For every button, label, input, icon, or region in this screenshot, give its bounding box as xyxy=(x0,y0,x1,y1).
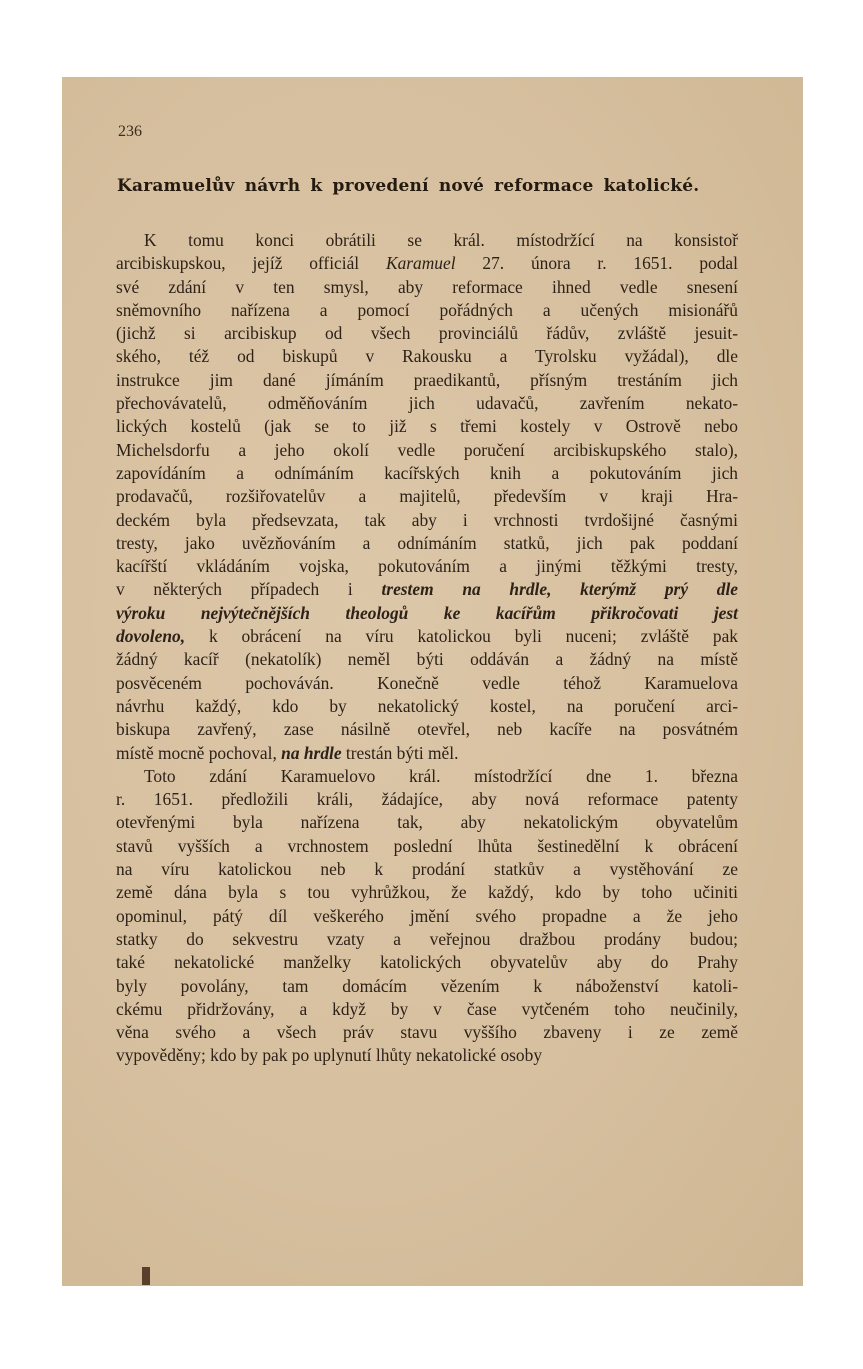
text-run: statky do sekvestru vzaty a veřejnou dražbou prodány budou; xyxy=(116,928,738,949)
text-line xyxy=(116,928,738,951)
text-run: přechovávatelů, odměňováním jich udavačů, zavřením nekato- xyxy=(116,393,738,414)
text-run: sněmovního nařízena a pomocí pořádných a učených misionářů xyxy=(116,299,738,320)
text-line xyxy=(116,276,738,299)
text-line xyxy=(116,695,738,718)
text-run: ského, též od biskupů v Rakousku a Tyrolsku vyžádal), dle xyxy=(116,346,738,367)
text-line xyxy=(116,998,738,1021)
text-run: arcibiskupskou, jejíž officiál xyxy=(116,253,386,274)
text-run: kacířští vkládáním vojska, pokutováním a jinými těžkými tresty, xyxy=(116,556,738,577)
text-run: zapovídáním a odnímáním kacířských knih a pokutováním jich xyxy=(116,462,738,483)
text-line xyxy=(116,672,738,695)
text-run: věna svého a všech práv stavu vyššího zbaveny i ze země xyxy=(116,1022,738,1043)
text-line xyxy=(116,811,738,834)
text-line xyxy=(116,1021,738,1044)
text-run: deckém byla předsevzata, tak aby i vrchnosti tvrdošijné časnými xyxy=(116,509,738,530)
emphasis-text: dovoleno, xyxy=(116,626,186,647)
text-run: otevřenými byla nařízena tak, aby nekatolickým obyvatelům xyxy=(116,812,738,833)
text-line xyxy=(116,835,738,858)
text-line xyxy=(116,369,738,392)
text-line xyxy=(116,881,738,904)
text-run: návrhu každý, kdo by nekatolický kostel, na poručení arci- xyxy=(116,695,738,716)
text-line xyxy=(116,229,738,252)
text-run: Michelsdorfu a jeho okolí vedle poručení arcibiskupského stalo), xyxy=(116,439,738,460)
text-run: žádný kacíř (nekatolík) neměl býti oddáván a žádný na místě xyxy=(116,649,738,670)
text-line xyxy=(116,415,738,438)
text-line xyxy=(116,951,738,974)
text-run: místě mocně pochoval, xyxy=(116,742,282,763)
text-line xyxy=(116,252,738,275)
text-line xyxy=(116,532,738,555)
text-run: 27. února r. 1651. podal xyxy=(455,253,738,274)
text-line xyxy=(116,578,738,601)
text-run: k obrácení na víru katolickou byli nuceni; zvláště pak xyxy=(185,626,738,647)
text-run: instrukce jim dané jímáním praedikantů, přísným trestáním jich xyxy=(116,369,738,390)
text-line xyxy=(116,392,738,415)
emphasis-text: na hrdle xyxy=(281,742,342,763)
emphasis-text: výroku nejvýtečnějších theologů ke kacířům přikročovati jest xyxy=(116,602,738,623)
body-text xyxy=(116,229,738,1068)
emphasis-text: trestem na hrdle, kterýmž prý dle xyxy=(381,579,738,600)
emphasis-text: Karamuel xyxy=(385,253,456,274)
text-line xyxy=(116,602,738,625)
section-heading: Karamuelův návrh k provedení nové reformace katolické. xyxy=(117,176,700,196)
text-line xyxy=(116,742,738,765)
text-run: Toto zdání Karamuelovo král. místodržící dne 1. března xyxy=(144,765,738,786)
text-line xyxy=(116,625,738,648)
text-run: v některých případech i xyxy=(116,579,382,600)
text-run: ckému přidržovány, a když by v čase vytčeném toho neučinily, xyxy=(116,998,738,1019)
text-run: trestán býti měl. xyxy=(341,742,459,763)
text-line xyxy=(116,858,738,881)
text-run: (jichž si arcibiskup od všech provinciálů řádův, zvláště jesuit- xyxy=(116,323,738,344)
text-run: lických kostelů (jak se to již s třemi kostely v Ostrově nebo xyxy=(116,416,738,437)
page-number: 236 xyxy=(118,123,142,140)
text-line xyxy=(116,485,738,508)
text-line xyxy=(116,439,738,462)
text-run: také nekatolické manželky katolických obyvatelův aby do Prahy xyxy=(116,952,738,973)
text-run: tresty, jako uvězňováním a odnímáním statků, jich pak poddaní xyxy=(116,532,738,553)
text-run: země dána byla s tou vyhrůžkou, že každý, kdo by toho učiniti xyxy=(116,882,738,903)
text-run: stavů vyšších a vrchnostem poslední lhůta šestinedělní k obrácení xyxy=(116,835,738,856)
text-line xyxy=(116,718,738,741)
text-run: K tomu konci obrátili se král. místodržící na konsistoř xyxy=(144,230,738,250)
text-line xyxy=(116,555,738,578)
text-line xyxy=(116,905,738,928)
text-run: své zdání v ten smysl, aby reformace ihned vedle snesení xyxy=(116,276,738,297)
text-run: opominul, pátý díl veškerého jmění svého propadne a že jeho xyxy=(116,905,738,926)
text-line xyxy=(116,322,738,345)
text-line xyxy=(116,509,738,532)
text-run: r. 1651. předložili králi, žádajíce, aby nová reformace patenty xyxy=(116,789,738,810)
text-line xyxy=(116,462,738,485)
paragraph-1 xyxy=(116,229,738,765)
text-line xyxy=(116,975,738,998)
text-run: na víru katolickou neb k prodání statkův a vystěhování ze xyxy=(116,859,738,880)
text-line xyxy=(116,1044,738,1067)
text-run: byly povolány, tam domácím vězením k náboženství katoli- xyxy=(116,975,738,996)
text-run: posvěceném pochováván. Konečně vedle téhož Karamuelova xyxy=(116,672,738,693)
text-line xyxy=(116,788,738,811)
binding-mark xyxy=(142,1267,150,1285)
text-run: vypověděny; kdo by pak po uplynutí lhůty nekatolické osoby xyxy=(116,1045,543,1066)
paragraph-2 xyxy=(116,765,738,1068)
scanned-page xyxy=(62,77,803,1286)
text-line xyxy=(116,765,738,788)
text-line xyxy=(116,345,738,368)
text-run: prodavačů, rozšiřovatelův a majitelů, především v kraji Hra- xyxy=(116,486,738,507)
text-line xyxy=(116,648,738,671)
text-line xyxy=(116,299,738,322)
text-run: biskupa zavřený, zase násilně otevřel, neb kacíře na posvátném xyxy=(116,719,738,740)
